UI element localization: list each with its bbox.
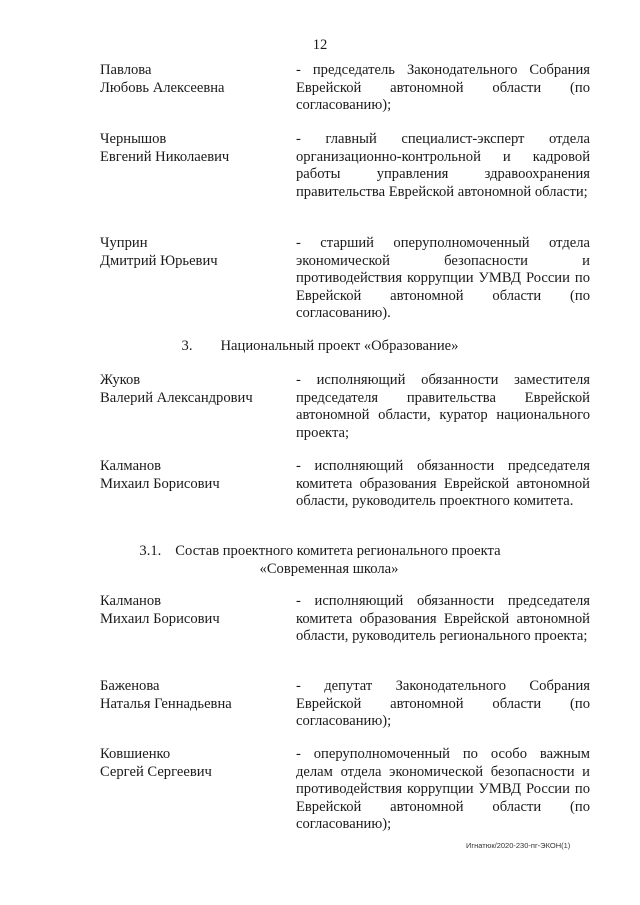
member-surname: Калманов: [100, 458, 162, 474]
member-given-name: Михаил Борисович: [100, 475, 220, 492]
member-given-name: Любовь Алексеевна: [100, 79, 225, 96]
member-name: [100, 746, 290, 781]
member-surname: Чернышов: [100, 131, 167, 147]
member-role: - старший оперуполномоченный отдела экономической безопасности и противодействия коррупции УМВД России по Еврейской автономной области (по согласованию).: [296, 235, 590, 322]
member-surname: Павлова: [100, 62, 152, 78]
member-role: - депутат Законодательного Собрания Еврейской автономной области (по согласованию);: [296, 678, 590, 730]
member-given-name: Наталья Геннадьевна: [100, 695, 232, 712]
member-name: [100, 372, 290, 407]
member-role: - оперуполномоченный по особо важным делам отдела экономической безопасности и противодействия коррупции УМВД России по Еврейской автономной области (по согласованию);: [296, 746, 590, 833]
member-given-name: Евгений Николаевич: [100, 148, 230, 165]
member-surname: Ковшиенко: [100, 746, 171, 762]
member-surname: Баженова: [100, 678, 160, 694]
member-surname: Калманов: [100, 593, 162, 609]
member-given-name: Дмитрий Юрьевич: [100, 252, 218, 269]
document-code: Игнатюк/2020-230-пг-ЭКОН(1): [466, 841, 571, 850]
member-surname: Жуков: [100, 372, 141, 388]
member-given-name: Валерий Александрович: [100, 389, 253, 406]
section-number: 3.: [181, 338, 193, 354]
subsection-heading: [0, 543, 640, 578]
subsection-number: 3.1.: [139, 543, 162, 559]
member-given-name: Михаил Борисович: [100, 610, 220, 627]
member-role: - председатель Законодательного Собрания Еврейской автономной области (по согласованию);: [296, 62, 590, 114]
page-number: 12: [312, 37, 328, 53]
member-role: - исполняющий обязанности председателя комитета образования Еврейской автономной области, руководитель регионального проекта;: [296, 593, 590, 645]
subsection-title-line1: [0, 543, 640, 561]
section-title: Национальный проект «Образование»: [220, 338, 459, 354]
member-name: [100, 235, 290, 270]
member-name: [100, 678, 290, 713]
subsection-title-line2: «Современная школа»: [259, 560, 399, 577]
subsection-title: Состав проектного комитета регионального проекта: [175, 543, 501, 559]
member-given-name: Сергей Сергеевич: [100, 763, 212, 780]
member-surname: Чуприн: [100, 235, 148, 251]
member-name: [100, 593, 290, 628]
member-name: [100, 458, 290, 493]
section-heading: [0, 338, 640, 356]
member-name: [100, 131, 290, 166]
member-role: - исполняющий обязанности председателя комитета образования Еврейской автономной области, руководитель проектного комитета.: [296, 458, 590, 510]
member-name: [100, 62, 290, 97]
member-role: - главный специалист-эксперт отдела организационно-контрольной и кадровой работы управления здравоохранения правительства Еврейской автономной области;: [296, 131, 590, 200]
member-role: - исполняющий обязанности заместителя председателя правительства Еврейской автономной области, куратор национального проекта;: [296, 372, 590, 441]
